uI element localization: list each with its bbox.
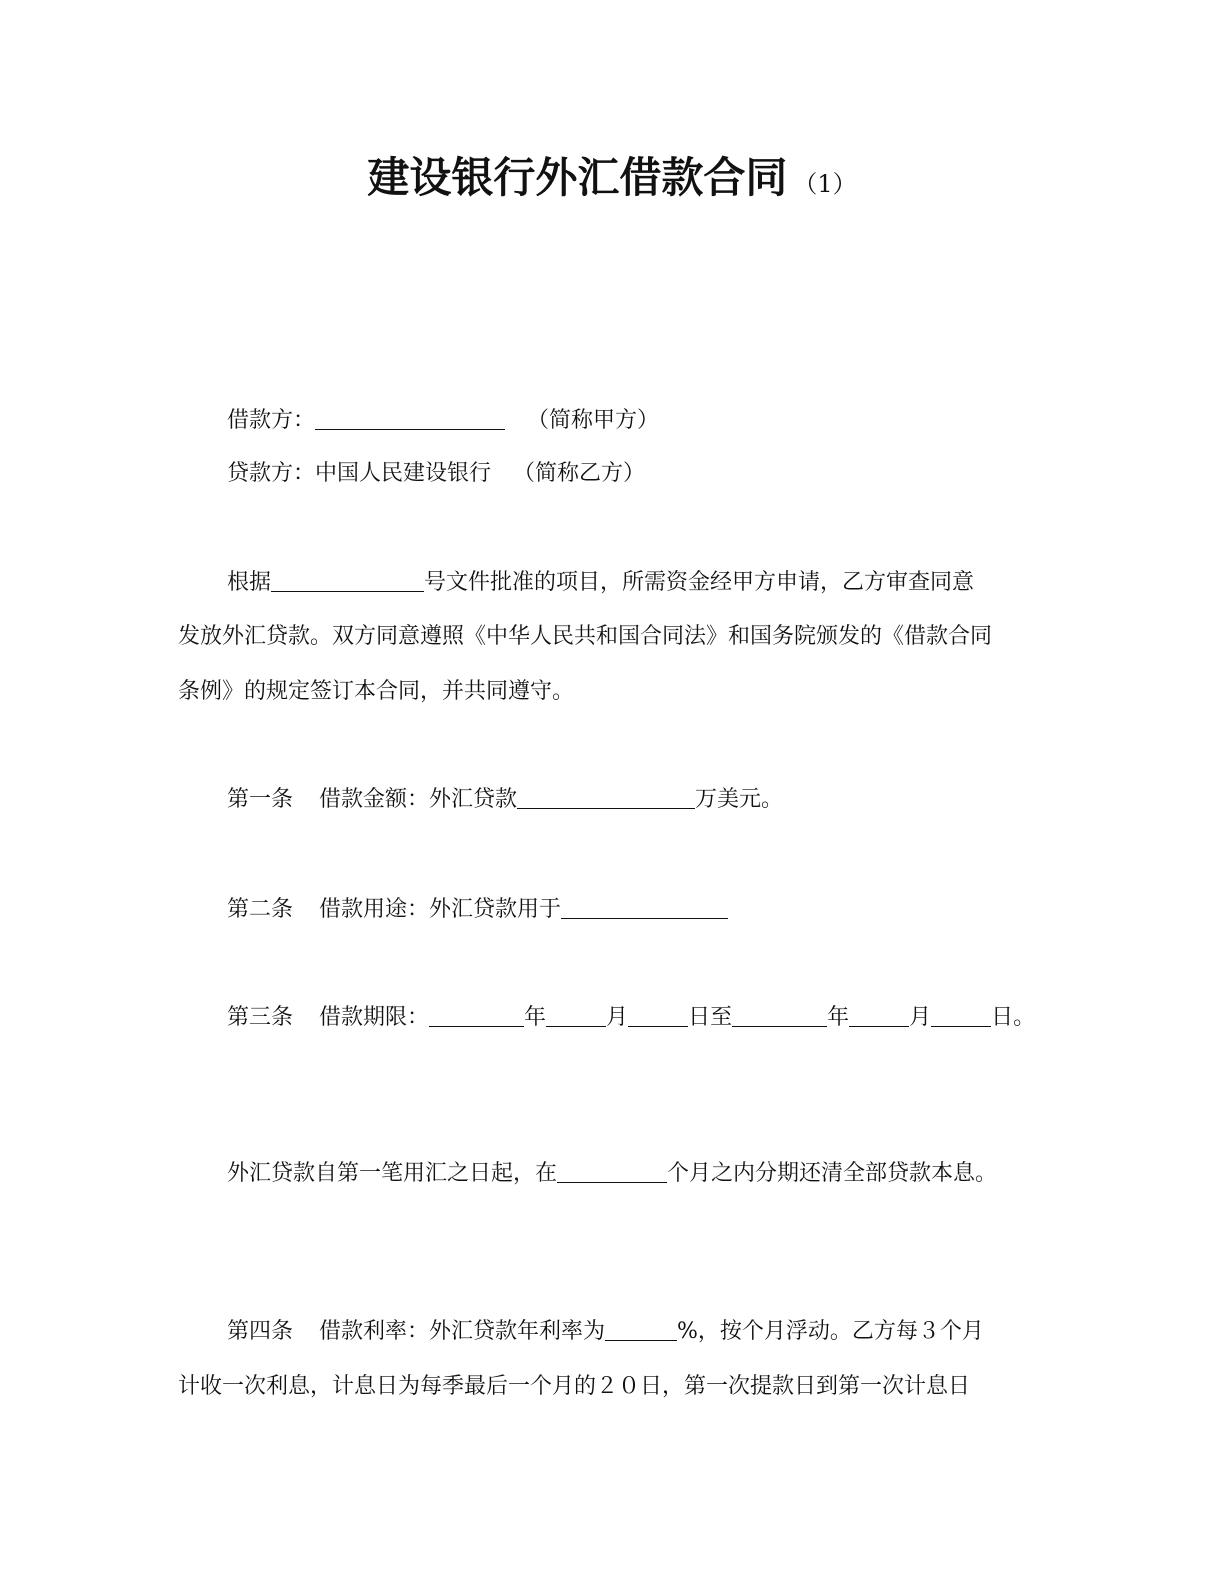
end-day-label: 日。 — [991, 1005, 1036, 1030]
end-year-blank — [732, 1002, 827, 1027]
end-month-label: 月 — [909, 1005, 932, 1030]
article-4-line-1 — [227, 1316, 984, 1347]
article-1 — [227, 784, 783, 815]
article-4-line-2: 计收一次利息，计息日为每季最后一个月的２０日，第一次提款日到第一次计息日 — [178, 1374, 971, 1399]
article-1-heading: 第一条 — [227, 787, 294, 812]
repayment-suffix: 个月之内分期还清全部贷款本息。 — [667, 1161, 998, 1186]
start-year-blank — [429, 1002, 524, 1027]
article-3-text: 借款期限： — [319, 1005, 430, 1030]
article-4-line1-rest: %，按个月浮动。乙方每３个月 — [677, 1319, 984, 1344]
basis-prefix: 根据 — [227, 570, 272, 595]
basis-line1-rest: 号文件批准的项目，所需资金经甲方申请，乙方审查同意 — [424, 570, 975, 595]
article-3-heading: 第三条 — [227, 1005, 294, 1030]
lender-note: （简称乙方） — [513, 461, 646, 486]
end-month-blank — [849, 1002, 909, 1027]
basis-line-1 — [227, 567, 974, 598]
article-3 — [227, 1002, 1035, 1033]
article-1-suffix: 万美元。 — [695, 787, 784, 812]
loan-purpose-blank — [561, 894, 728, 919]
document-title — [0, 145, 1224, 205]
basis-line-3: 条例》的规定签订本合同，并共同遵守。 — [178, 679, 575, 704]
start-year-label: 年 — [524, 1005, 547, 1030]
start-month-label: 月 — [606, 1005, 629, 1030]
lender-line — [227, 459, 645, 489]
article-2 — [227, 894, 728, 925]
article-1-text: 借款金额：外汇贷款 — [319, 787, 518, 812]
article-4-heading: 第四条 — [227, 1319, 294, 1344]
title-text: 建设银行外汇借款合同 — [367, 153, 788, 202]
article-4-text: 借款利率：外汇贷款年利率为 — [319, 1319, 606, 1344]
basis-line-2: 发放外汇贷款。双方同意遵照《中华人民共和国合同法》和国务院颁发的《借款合同 — [178, 624, 993, 649]
title-suffix: （1） — [793, 170, 857, 198]
repayment-prefix: 外汇贷款自第一笔用汇之日起，在 — [227, 1161, 558, 1186]
end-day-blank — [931, 1002, 991, 1027]
start-month-blank — [546, 1002, 606, 1027]
repayment-months-blank — [557, 1158, 667, 1183]
borrower-label: 借款方： — [227, 408, 316, 433]
interest-rate-blank — [605, 1316, 677, 1341]
document-number-blank — [271, 567, 424, 592]
start-day-blank — [628, 1002, 688, 1027]
borrower-name-blank — [315, 405, 505, 430]
loan-amount-blank — [517, 784, 695, 809]
article-2-text: 借款用途：外汇贷款用于 — [319, 897, 562, 922]
lender-label: 贷款方：中国人民建设银行 — [227, 461, 492, 486]
start-day-label: 日至 — [688, 1005, 733, 1030]
borrower-line — [227, 405, 659, 436]
borrower-note: （简称甲方） — [527, 408, 660, 433]
article-2-heading: 第二条 — [227, 897, 294, 922]
end-year-label: 年 — [827, 1005, 850, 1030]
repayment-line — [227, 1158, 997, 1189]
